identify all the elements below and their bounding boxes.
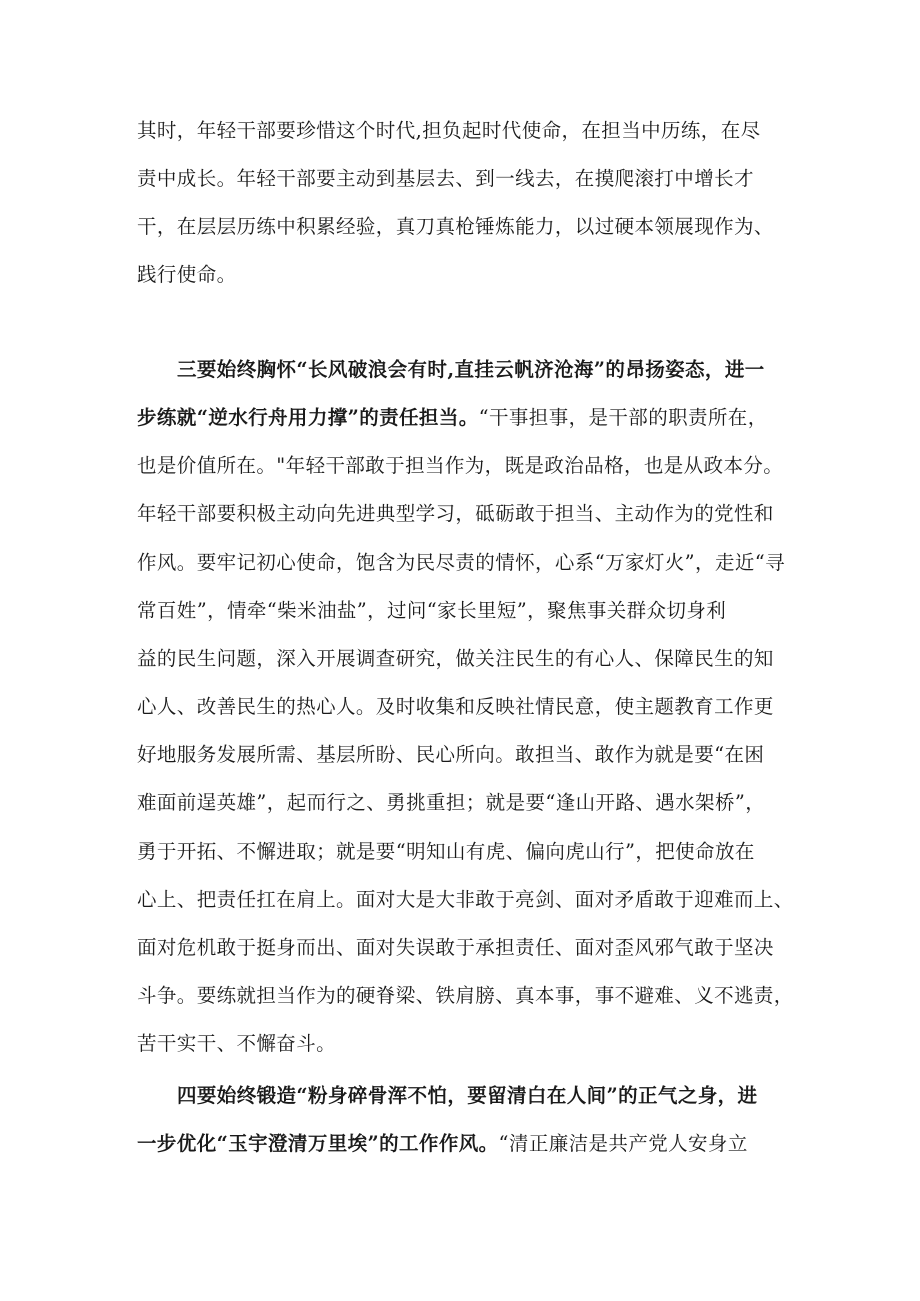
text-line [137, 119, 761, 143]
body-text: 斗争。要练就担当作为的硬脊梁、铁肩膀、真本事，事不避难、义不逃责， [137, 983, 794, 1007]
body-text: 心人、改善民生的热心人。及时收集和反映社情民意，使主题教育工作更 [137, 695, 774, 719]
body-text: 其时，年轻干部要珍惜这个时代,担负起时代使命，在担当中历练，在尽 [137, 119, 761, 142]
body-text: “干事担事，是干部的职责所在， [478, 406, 768, 430]
body-text: 心上、把责任扛在肩上。面对大是大非敢于亮剑、面对矛盾敢于迎难而上、 [137, 887, 794, 911]
text-line [137, 743, 764, 767]
text-line [137, 454, 783, 478]
body-text: 难面前逞英雄”，起而行之、勇挑重担；就是要“逢山开路、遇水架桥”， [137, 791, 766, 815]
text-line [137, 215, 774, 239]
text-line [137, 984, 794, 1008]
bold-heading-text: 三要始终胸怀“长风破浪会有时,直挂云帆济沧海”的昂扬姿态，进一 [177, 358, 765, 381]
body-text: 也是价值所在。"年轻干部敢于担当作为，既是政治品格，也是从政本分。 [137, 454, 784, 478]
text-line [137, 936, 774, 960]
body-text: 好地服务发展所需、基层所盼、民心所向。敢担当、敢作为就是要“在困 [137, 743, 765, 767]
text-line [137, 599, 726, 623]
body-text: 践行使命。 [137, 263, 237, 287]
body-text: “清正廉洁是共产党人安身立 [498, 1132, 748, 1156]
text-line [177, 1084, 757, 1108]
text-line [137, 647, 774, 671]
text-line [137, 791, 765, 815]
body-text: 作风。要牢记初心使命，饱含为民尽责的情怀，心系“万家灯火”，走近“寻 [137, 550, 786, 574]
body-text: 苦干实干、不懈奋斗。 [137, 1032, 337, 1056]
text-line [137, 502, 774, 526]
body-text: 常百姓”，情牵“柴米油盐”，过问“家长里短”，聚焦事关群众切身利 [137, 598, 727, 622]
bold-heading-text: 步练就“逆水行舟用力撑”的责任担当。 [137, 406, 479, 430]
text-line [137, 406, 768, 430]
body-text: 年轻干部要积极主动向先进典型学习，砥砺敢于担当、主动作为的党性和 [137, 502, 774, 526]
text-line [137, 888, 794, 912]
body-text: 责中成长。年轻干部要主动到基层去、到一线去，在摸爬滚打中增长才 [137, 167, 754, 191]
text-line [137, 840, 755, 864]
text-line [137, 695, 774, 719]
text-line [177, 358, 765, 382]
body-text: 面对危机敢于挺身而出、面对失误敢于承担责任、面对歪风邪气敢于坚决 [137, 935, 774, 959]
text-line [137, 1032, 336, 1056]
text-line [137, 551, 785, 575]
text-line [137, 167, 754, 191]
bold-heading-text: 一步优化“玉宇澄清万里埃”的工作作风。 [137, 1132, 499, 1156]
bold-heading-text: 四要始终锻造“粉身碎骨浑不怕，要留清白在人间”的正气之身，进 [177, 1084, 758, 1107]
text-line [137, 1132, 748, 1156]
text-line [137, 263, 237, 287]
body-text: 干，在层层历练中积累经验，真刀真枪锤炼能力，以过硬本领展现作为、 [137, 215, 774, 239]
body-text: 勇于开拓、不懈进取；就是要“明知山有虎、偏向虎山行”，把使命放在 [137, 839, 755, 863]
body-text: 益的民生问题，深入开展调查研究，做关注民生的有心人、保障民生的知 [137, 646, 774, 670]
